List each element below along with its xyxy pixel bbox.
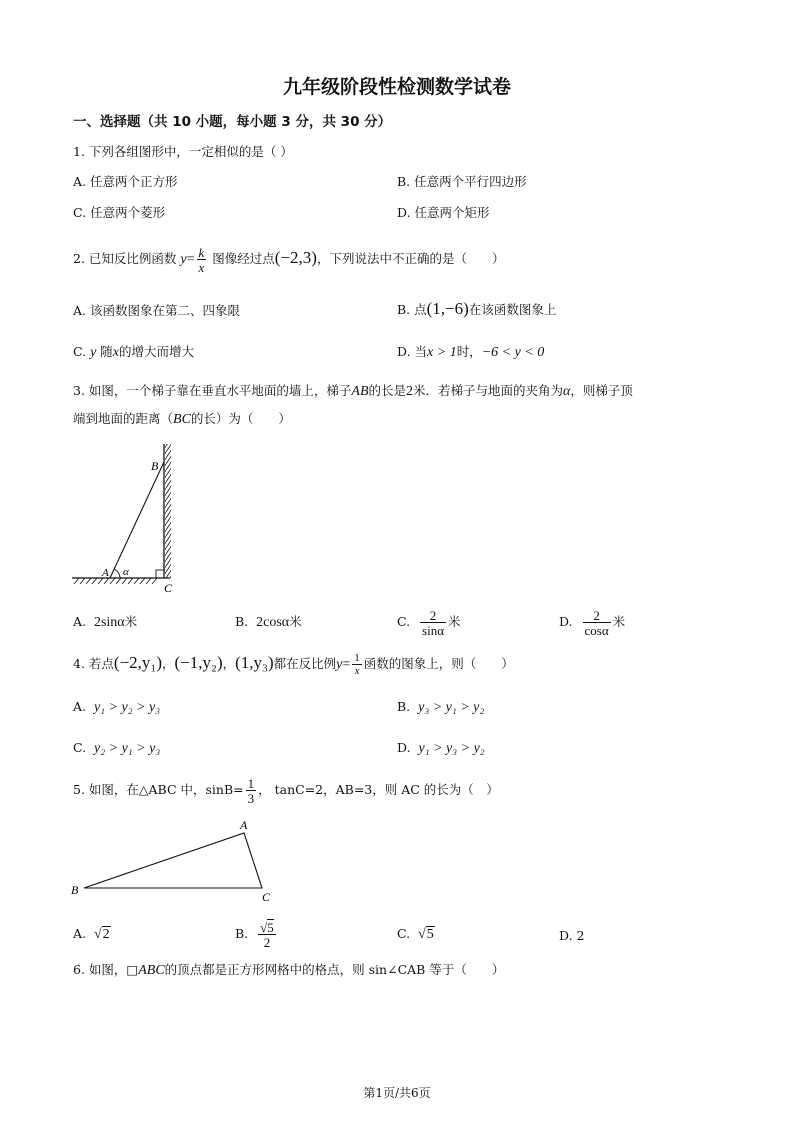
q2-d-mid: 时， xyxy=(456,344,482,359)
q2-option-b xyxy=(397,299,556,320)
q2-option-d xyxy=(397,342,544,363)
q3-c-unit: 米 xyxy=(448,614,461,629)
q3-a-unit: 米 xyxy=(124,614,138,629)
q2-stem-post: ，下列说法中不正确的是（ ） xyxy=(316,251,505,266)
q3-l2-post: 的长）为（ ） xyxy=(190,411,291,426)
q3-l2-pre: 端到地面的距离（ xyxy=(73,411,174,426)
q3-c-label: C. xyxy=(397,614,411,629)
q4-frac-num: 1 xyxy=(354,651,360,664)
q4-stem-pre: 4. 若点 xyxy=(73,656,114,671)
label-alpha: α xyxy=(123,566,129,578)
q3-d-unit: 米 xyxy=(612,614,626,629)
q3-l1-mid: 的长是 xyxy=(368,383,407,398)
q5-c-sqrt: √5 xyxy=(418,927,434,942)
question-2-stem xyxy=(73,240,504,278)
q4-stem-post: 函数的图象上，则（ ） xyxy=(363,656,514,671)
q4-b-val: y₃ > y₁ > y₂ xyxy=(418,700,485,715)
q6-stem-post: 的顶点都是正方形网格中的格点，则 sin∠CAB 等于（ ） xyxy=(164,962,505,977)
q5-option-d: D. 2 xyxy=(559,928,585,943)
q5-c-label: C. xyxy=(397,926,411,941)
frac-den: x xyxy=(198,259,205,275)
q2-b-post: 在该函数图象上 xyxy=(468,302,557,317)
frac-num: k xyxy=(198,244,205,260)
question-5-stem xyxy=(73,770,499,810)
var-y: y xyxy=(90,345,97,360)
q5-b-rad: 5 xyxy=(267,919,274,935)
q3-d-num: 2 xyxy=(593,607,600,623)
var-x: x xyxy=(112,345,120,360)
func-y: y xyxy=(180,252,187,267)
q2-option-a: A. 该函数图象在第二、四象限 xyxy=(73,303,240,318)
label-c: C xyxy=(262,890,271,904)
q2-stem-pre: 2. 已知反比例函数 xyxy=(73,251,177,266)
q5-a-label: A. xyxy=(73,926,87,941)
q2-b-pre: B. 点 xyxy=(397,302,427,317)
triangle-figure xyxy=(66,815,286,905)
q2-c-mid: 随 xyxy=(100,344,113,359)
q3-b-unit: 米 xyxy=(289,614,302,629)
q3-d-fraction xyxy=(583,609,611,637)
q1-option-b: B. 任意两个平行四边形 xyxy=(397,174,527,189)
q5-c-rad: 5 xyxy=(426,927,434,942)
right-angle-mark xyxy=(156,570,164,578)
q3-b-val: 2cosα xyxy=(256,615,290,630)
q2-d-range: −6 < y < 0 xyxy=(481,345,545,360)
q3-l1-pre: 3. 如图，一个梯子靠在垂直水平地面的墙上，梯子 xyxy=(73,383,352,398)
q4-sep-2: ， xyxy=(222,656,236,671)
q5-a-sqrt: √2 xyxy=(93,927,110,942)
q5-stem-pre: 5. 如图，在△ABC 中，sinB= xyxy=(73,782,244,797)
label-c: C xyxy=(164,581,173,595)
q3-c-den: sinα xyxy=(422,622,445,638)
fraction-k-over-x xyxy=(197,246,207,274)
q4-sep-1: ， xyxy=(162,656,175,671)
q4-option-c xyxy=(73,738,160,759)
q4-c-val: y₂ > y₁ > y₃ xyxy=(94,741,161,756)
ground-hatch xyxy=(74,578,157,584)
q4-func-eq: = xyxy=(342,657,351,672)
q4-d-val: y₁ > y₃ > y₂ xyxy=(418,741,485,756)
q3-a-val: 2sinα xyxy=(93,615,125,630)
q5-b-fraction xyxy=(258,921,276,949)
q5-option-a xyxy=(73,924,111,945)
q1-option-a: A. 任意两个正方形 xyxy=(73,174,178,189)
q4-stem-mid: 都在反比例 xyxy=(273,656,337,671)
q5-stem-post: ， tanC=2，AB=3，则 AC 的长为（ ） xyxy=(258,782,499,797)
func-eq: = xyxy=(186,252,195,267)
q3-d-den: cosα xyxy=(584,622,609,638)
ladder-figure xyxy=(66,440,186,598)
q4-point-2: (−1,y₂) xyxy=(174,653,223,672)
q3-c-num: 2 xyxy=(429,607,437,623)
question-1-stem: 1. 下列各组图形中，一定相似的是（ ） xyxy=(73,144,293,159)
question-3-stem-line2 xyxy=(73,409,291,430)
label-a: A xyxy=(102,567,109,579)
q4-frac-den: x xyxy=(352,664,362,677)
section-heading: 一、选择题（共 10 小题，每小题 3 分，共 30 分） xyxy=(73,114,392,130)
page-footer: 第1页/共6页 xyxy=(363,1086,431,1100)
q3-ab: AB xyxy=(351,384,369,399)
q2-point: (−2,3) xyxy=(274,248,317,267)
page-title: 九年级阶段性检测数学试卷 xyxy=(282,76,511,98)
q3-len: 2 xyxy=(406,384,414,399)
q1-option-c: C. 任意两个菱形 xyxy=(73,205,166,220)
q3-c-fraction xyxy=(420,609,446,637)
q5-fraction xyxy=(246,777,257,805)
q3-bc: BC xyxy=(173,412,191,427)
q1-option-d: D. 任意两个矩形 xyxy=(397,205,490,220)
q4-option-a xyxy=(73,697,160,718)
q5-b-den: 2 xyxy=(258,934,276,949)
q3-option-a xyxy=(73,612,137,633)
q4-a-val: y₁ > y₂ > y₃ xyxy=(93,700,161,715)
question-6-stem xyxy=(73,960,504,981)
label-b: B xyxy=(71,883,79,897)
q6-stem-pre: 6. 如图， xyxy=(73,962,127,977)
q3-l1-post: 米．若梯子与地面的夹角为 xyxy=(413,383,564,398)
q2-b-point: (1,−6) xyxy=(426,299,469,318)
q6-abc: ABC xyxy=(138,963,165,978)
q3-a-label: A. xyxy=(73,614,87,629)
q2-option-c xyxy=(73,342,194,363)
q6-triangle-symbol: □ xyxy=(126,962,139,977)
q5-frac-den: 3 xyxy=(247,790,255,806)
q2-d-cond: x > 1 xyxy=(427,345,457,360)
q4-fraction xyxy=(352,653,362,677)
q2-d-pre: D. 当 xyxy=(397,344,428,359)
q4-point-3: (1,y₃) xyxy=(235,653,274,672)
q3-option-b xyxy=(235,612,302,633)
question-3-stem-line1 xyxy=(73,381,633,402)
q4-option-b xyxy=(397,697,484,718)
q5-option-b xyxy=(235,914,278,954)
q4-point-1: (−2,y₁) xyxy=(113,653,162,672)
q2-c-pre: C. xyxy=(73,344,87,359)
q4-option-d xyxy=(397,738,485,759)
label-a: A xyxy=(240,818,248,832)
q3-l1-end: ，则梯子顶 xyxy=(570,383,633,398)
wall-hatch xyxy=(165,444,171,578)
q4-a-label: A. xyxy=(73,699,87,714)
q5-option-c xyxy=(397,924,435,945)
q4-func-y: y xyxy=(336,657,343,672)
q5-b-label: B. xyxy=(235,926,249,941)
q5-a-rad: 2 xyxy=(102,927,110,942)
q5-b-num: √5 xyxy=(260,919,274,935)
question-4-stem xyxy=(73,646,514,682)
q3-option-d xyxy=(559,600,625,644)
q4-d-label: D. xyxy=(397,740,411,755)
q3-alpha: α xyxy=(563,384,571,399)
triangle-abc xyxy=(84,833,262,888)
q3-b-label: B. xyxy=(235,614,249,629)
q3-option-c xyxy=(397,600,461,644)
ladder-line xyxy=(110,462,164,578)
q2-c-post: 的增大而增大 xyxy=(119,344,195,359)
label-b: B xyxy=(151,459,159,473)
q3-d-label: D. xyxy=(559,614,573,629)
q4-b-label: B. xyxy=(397,699,411,714)
q4-c-label: C. xyxy=(73,740,87,755)
angle-arc xyxy=(114,569,120,578)
q5-frac-num: 1 xyxy=(247,775,255,791)
q2-stem-mid: 图像经过点 xyxy=(212,251,275,266)
